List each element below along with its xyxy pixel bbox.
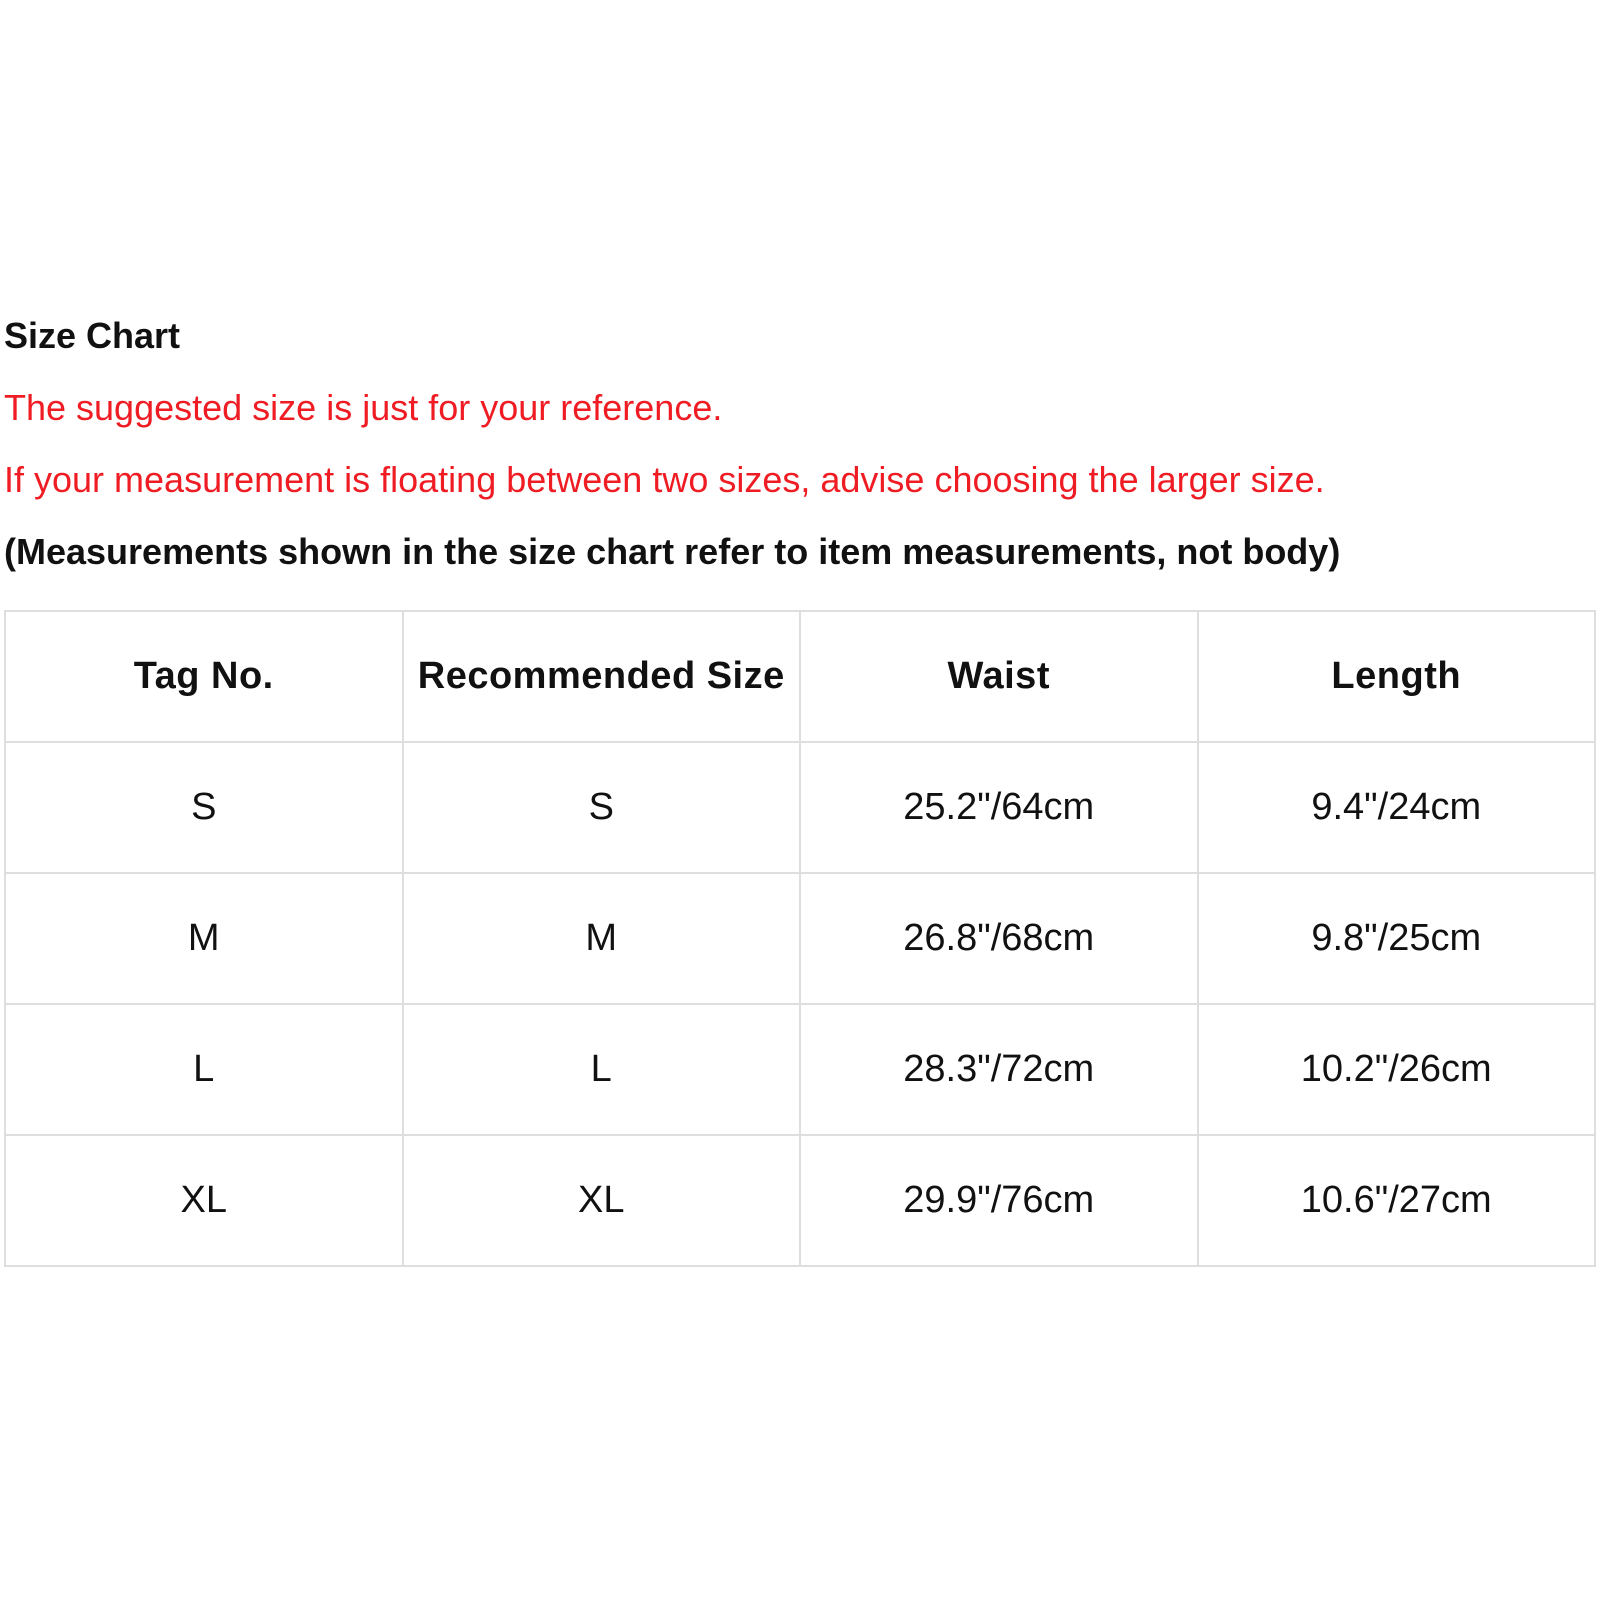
waist-cell: 25.2"/64cm [800, 742, 1198, 873]
column-header-recommended-size: Recommended Size [403, 611, 801, 742]
page-title: Size Chart [4, 315, 181, 356]
table-header-row [5, 611, 1595, 742]
recommended-size-cell: M [403, 873, 801, 1004]
reference-note: The suggested size is just for your reference. [4, 387, 723, 428]
column-header-waist: Waist [800, 611, 1198, 742]
table-row [5, 1004, 1595, 1135]
table-row [5, 742, 1595, 873]
tag-no-cell: S [5, 742, 403, 873]
waist-cell: 26.8"/68cm [800, 873, 1198, 1004]
length-cell: 10.2"/26cm [1198, 1004, 1596, 1135]
recommended-size-cell: S [403, 742, 801, 873]
size-table [4, 610, 1596, 1267]
tag-no-cell: L [5, 1004, 403, 1135]
recommended-size-cell: XL [403, 1135, 801, 1266]
table-row [5, 873, 1595, 1004]
size-chart-header [4, 316, 1594, 604]
tag-no-cell: XL [5, 1135, 403, 1266]
waist-cell: 29.9"/76cm [800, 1135, 1198, 1266]
waist-cell: 28.3"/72cm [800, 1004, 1198, 1135]
table-row [5, 1135, 1595, 1266]
length-cell: 9.4"/24cm [1198, 742, 1596, 873]
tag-no-cell: M [5, 873, 403, 1004]
column-header-tag-no: Tag No. [5, 611, 403, 742]
measurement-disclaimer: (Measurements shown in the size chart refer to item measurements, not body) [4, 531, 1341, 572]
column-header-length: Length [1198, 611, 1596, 742]
length-cell: 9.8"/25cm [1198, 873, 1596, 1004]
recommended-size-cell: L [403, 1004, 801, 1135]
size-advice-note: If your measurement is floating between two sizes, advise choosing the larger size. [4, 459, 1325, 500]
length-cell: 10.6"/27cm [1198, 1135, 1596, 1266]
